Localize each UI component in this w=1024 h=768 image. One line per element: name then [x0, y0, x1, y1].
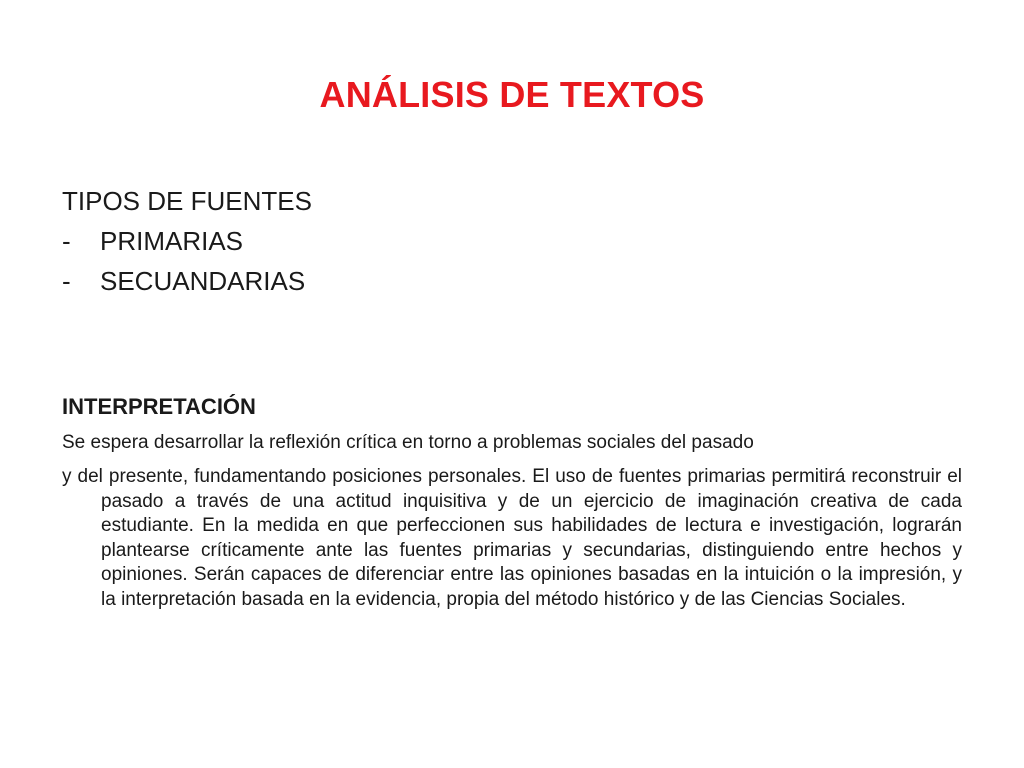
source-item-label: SECUANDARIAS	[100, 266, 306, 296]
interpretation-heading: INTERPRETACIÓN	[62, 394, 256, 419]
interpretation-paragraph-first-line: Se espera desarrollar la reflexión crítica en torno a problemas sociales del pasado	[62, 432, 754, 453]
source-item-secondary	[62, 261, 312, 301]
bullet-dash: -	[62, 266, 71, 296]
interpretation-paragraph-body: y del presente, fundamentando posiciones personales. El uso de fuentes primarias permitirá reconstruir el pasado a través de una actitud inquisitiva y de un ejercicio de imaginación creativa de cada estudiante. En la medida en que perfeccionen sus habilidades de lectura e investigación, lograrán plantearse críticamente ante las fuentes primarias y secundarias, distinguiendo entre hechos y opiniones. Serán capaces de diferenciar entre las opiniones basadas en la intuición o la impresión, y la interpretación basada en la evidencia, propia del método histórico y de las Ciencias Sociales.	[62, 466, 962, 610]
bullet-dash: -	[62, 226, 71, 256]
source-types-block	[62, 181, 312, 301]
source-item-label: PRIMARIAS	[100, 226, 244, 256]
slide-title: ANÁLISIS DE TEXTOS	[319, 74, 705, 115]
source-types-heading: TIPOS DE FUENTES	[62, 186, 312, 216]
source-item-primary	[62, 221, 312, 261]
